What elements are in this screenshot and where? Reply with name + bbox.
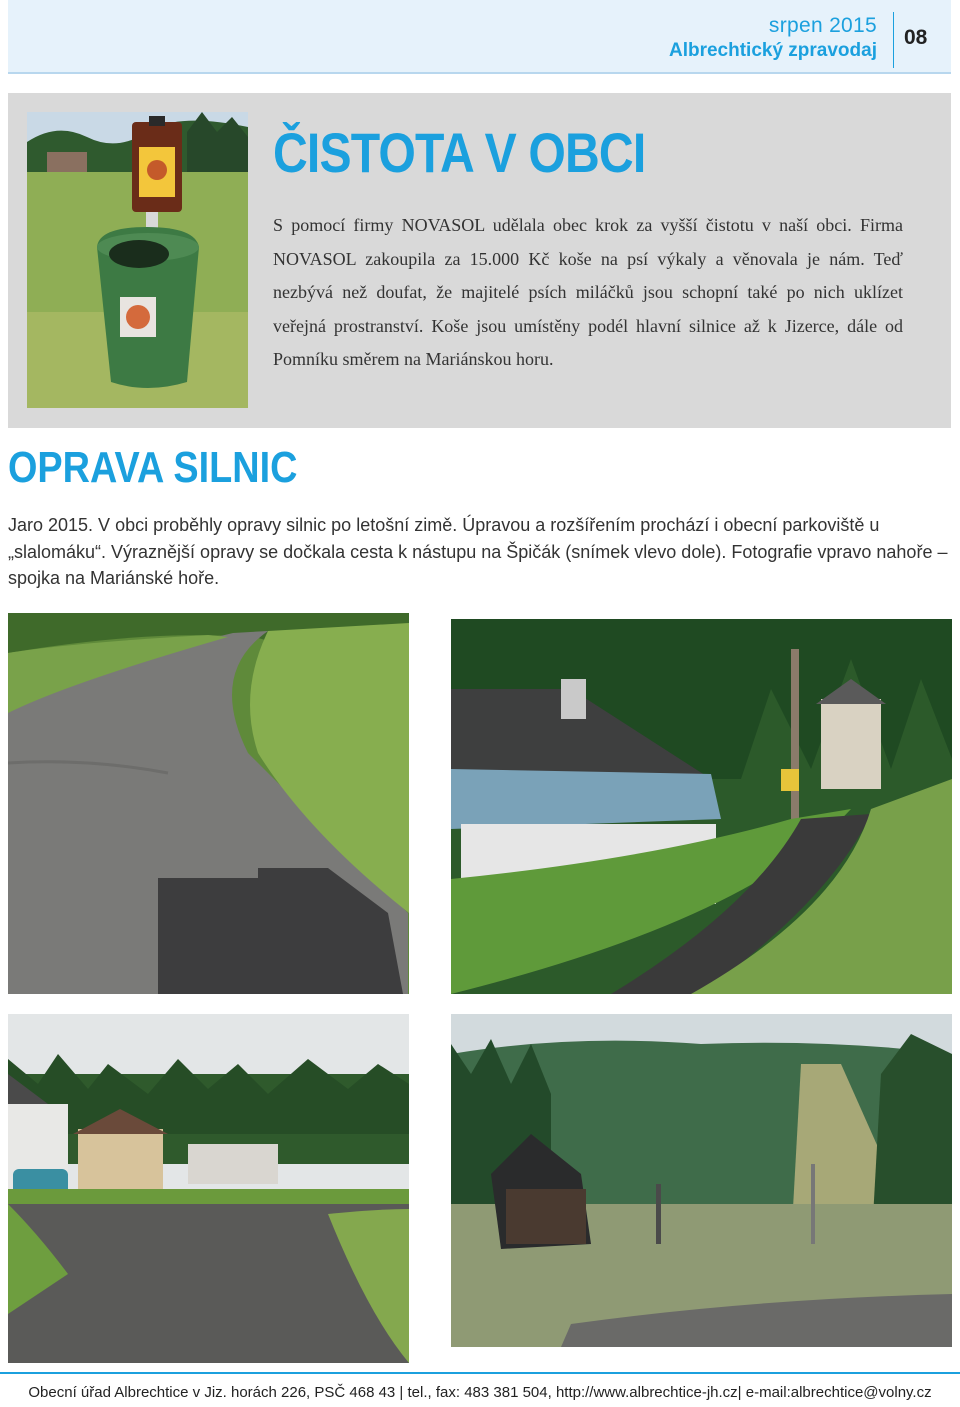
article-text-roads: Jaro 2015. V obci proběhly opravy silnic po letošní zimě. Úpravou a rozšířením prochází i obecní parkoviště u „slalomáku“. Výraznější opravy se dočkala cesta k nástupu na Špičák (snímek vlevo dole). Fotografie vpravo nahoře – spojka na Mariánské hoře. [8, 515, 948, 588]
photo-houses-connecting-road [451, 619, 952, 994]
header-divider [893, 12, 894, 68]
article-title-roads: OPRAVA SILNIC [8, 443, 298, 492]
article-text-cleanliness: S pomocí firmy NOVASOL udělala obec krok za vyšší čistotu v naší obci. Firma NOVASOL zakoupila za 15.000 Kč koše na psí výkaly a věnovala je nám. Teď nezbývá než doufat, že majitelé psích miláčků jsou schopní také po nich uklízet veřejná prostranství. Koše jsou umístěny podél hlavní silnice až k Jizerce, dále od Pomníku směrem na Mariánskou horu. [273, 215, 903, 369]
page-number: 08 [904, 26, 928, 49]
footer-contact: Obecní úřad Albrechtice v Jiz. horách 226, PSČ 468 43 | tel., fax: 483 381 504, http://www.albrechtice-jh.cz| e-mail:albrechtice@volny.cz [28, 1384, 932, 1401]
issue-date: srpen 2015 [768, 14, 877, 37]
article-title-cleanliness: ČISTOTA V OBCI [273, 121, 646, 184]
photo-dog-waste-bin [27, 112, 248, 408]
photo-parking-area [8, 1014, 409, 1363]
photo-ski-slope-chalet [451, 1014, 952, 1347]
footer-rule [0, 1372, 960, 1374]
photo-patched-road [8, 613, 409, 994]
header-rule [8, 72, 951, 74]
publication-title: Albrechtický zpravodaj [668, 40, 877, 61]
